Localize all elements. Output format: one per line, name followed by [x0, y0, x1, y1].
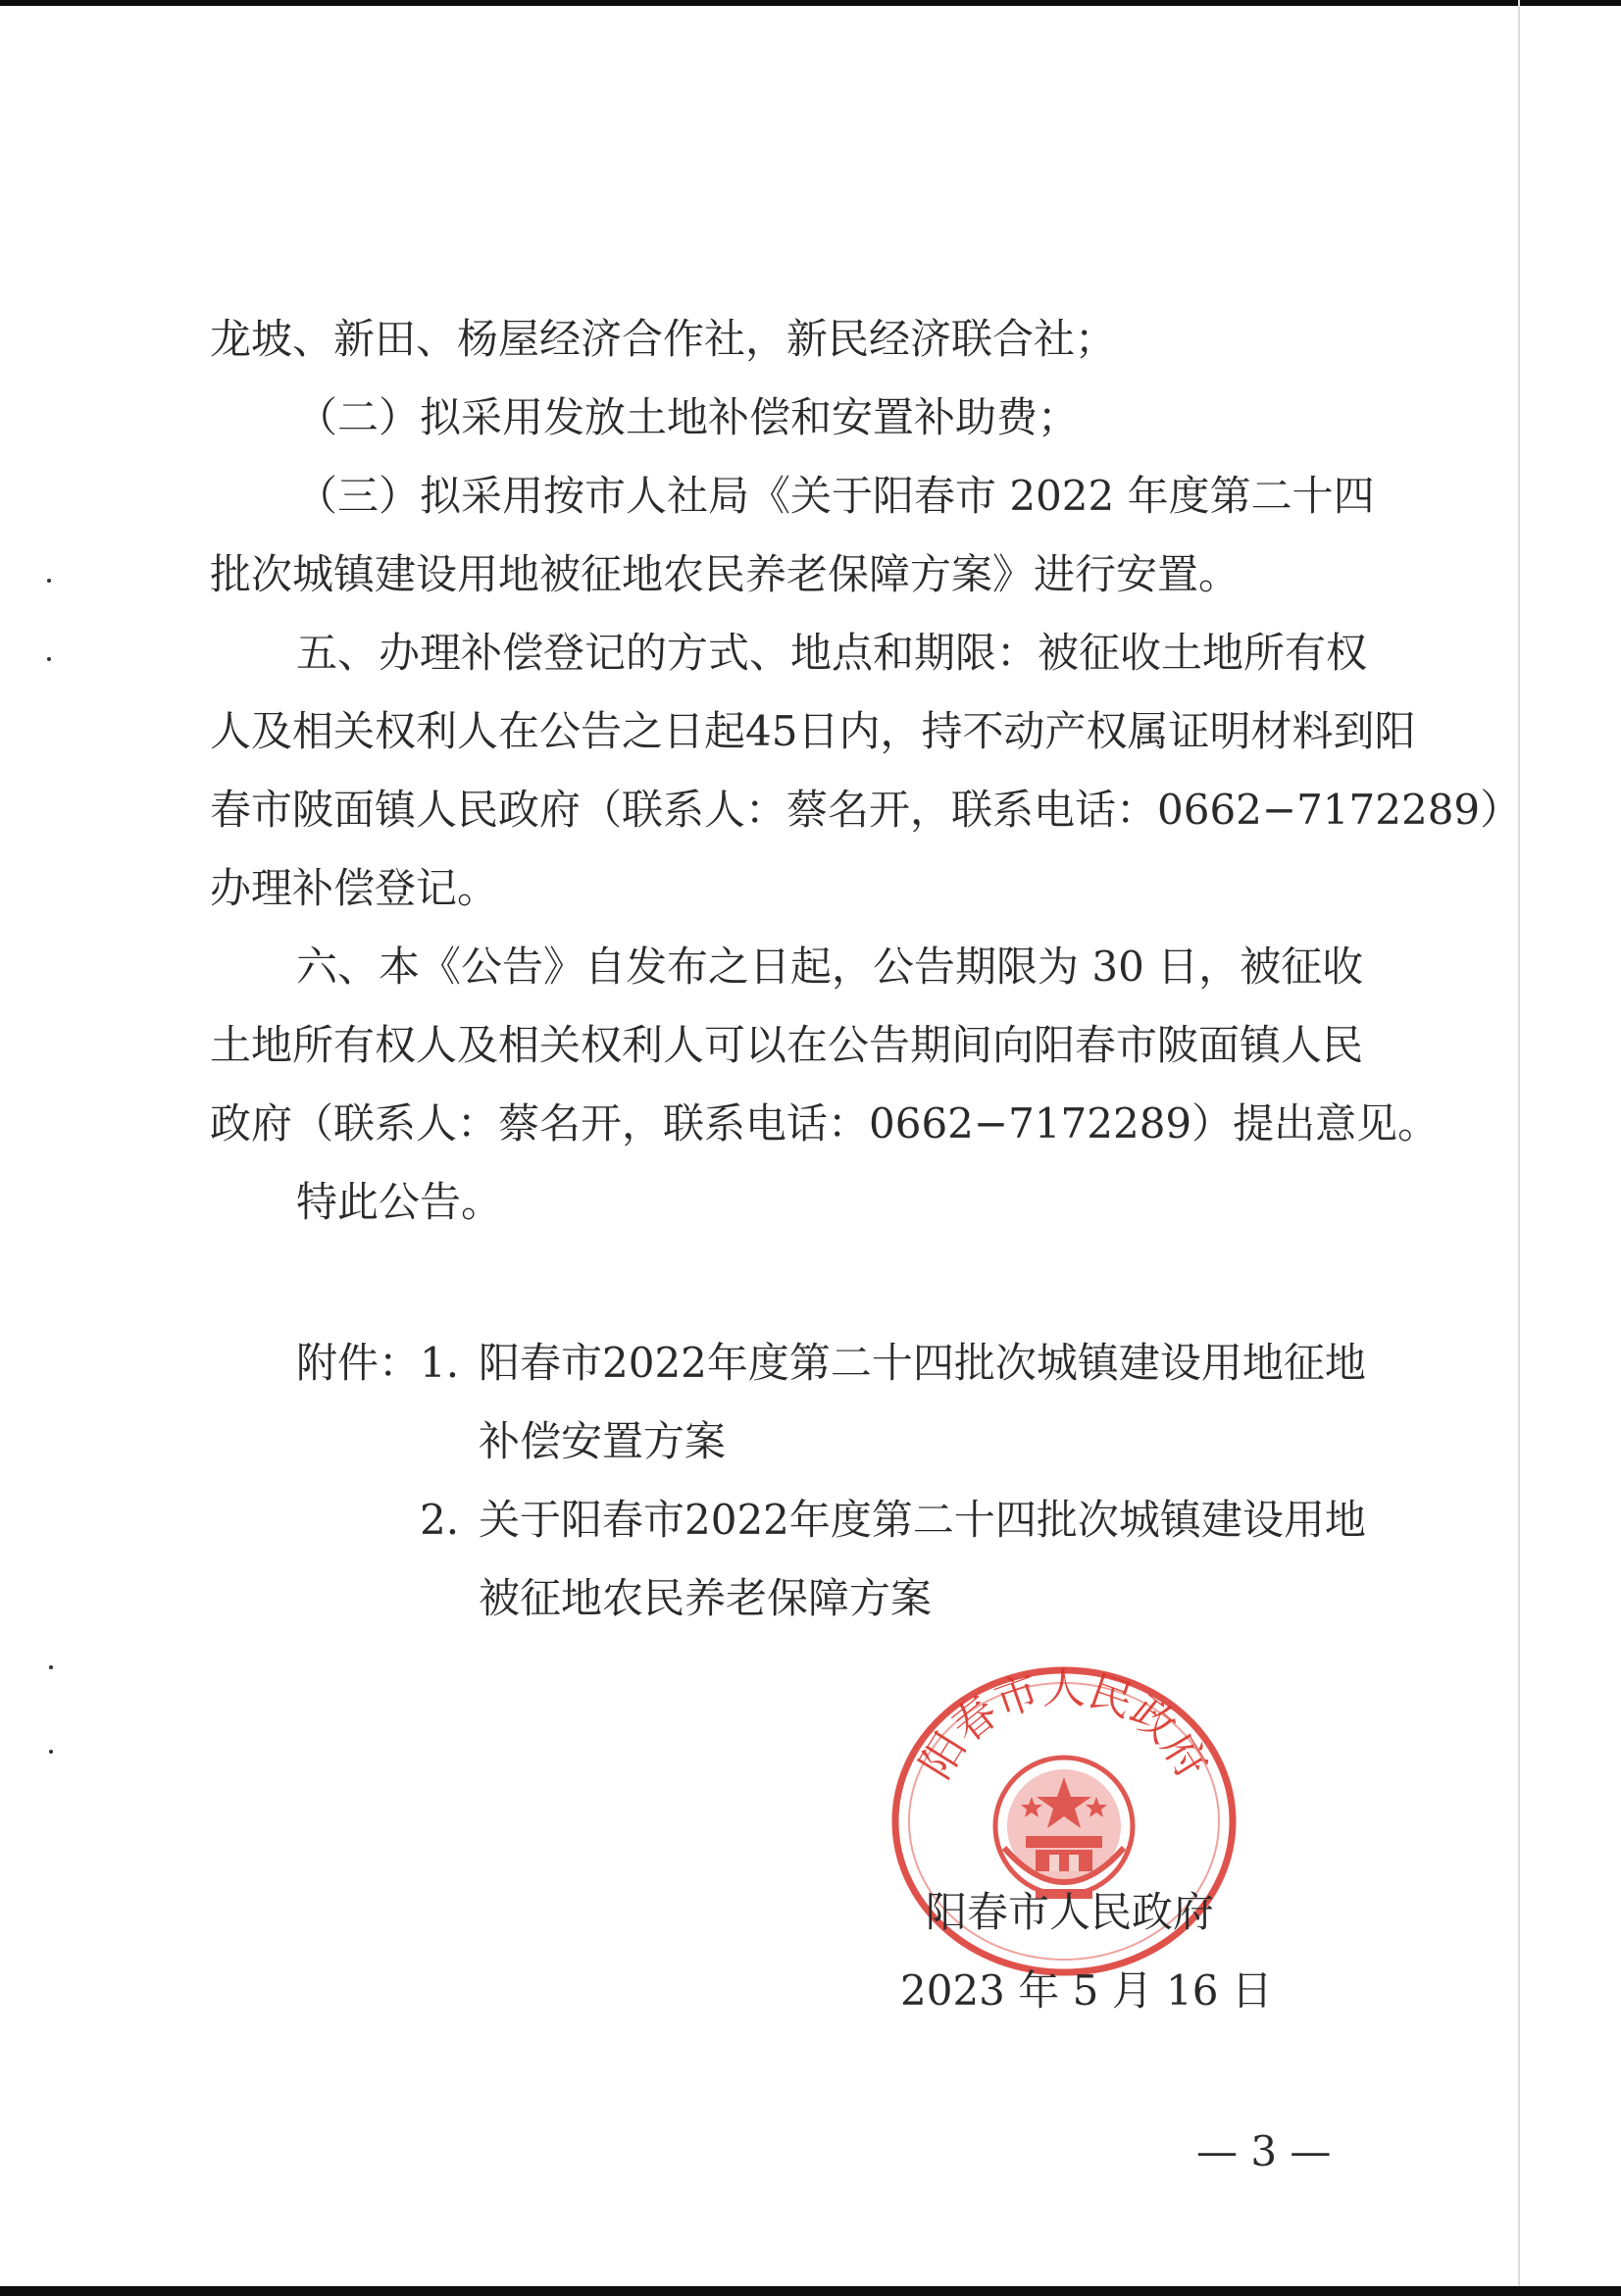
seal-text [911, 1663, 1217, 1787]
scan-speck [47, 657, 51, 661]
body-line: 批次城镇建设用地被征地农民养老保障方案》进行安置。 [210, 550, 1241, 598]
scan-border-right [1518, 0, 1520, 2296]
attachment-title: 阳春市2022年度第二十四批次城镇建设用地征地 [479, 1339, 1366, 1387]
attachment-number: 1. [420, 1339, 460, 1387]
attachment-title: 补偿安置方案 [479, 1417, 727, 1465]
page-number: — 3 — [1196, 2127, 1332, 2175]
national-emblem-icon [995, 1758, 1133, 1899]
attachment-title: 被征地农民养老保障方案 [479, 1574, 933, 1622]
body-line: （二）拟采用发放土地补偿和安置补助费； [296, 393, 1080, 441]
issue-date: 2023 年 5 月 16 日 [900, 1966, 1273, 2015]
scan-speck [47, 579, 51, 583]
issuer-name: 阳春市人民政府 [926, 1888, 1215, 1936]
body-line: 五、办理补偿登记的方式、地点和期限：被征收土地所有权 [296, 629, 1368, 677]
scan-speck [49, 1665, 53, 1669]
body-line: 春市陂面镇人民政府（联系人：蔡名开，联系电话：0662−7172289） [210, 786, 1522, 834]
attachment-title: 关于阳春市2022年度第二十四批次城镇建设用地 [479, 1496, 1366, 1544]
body-line: 龙坡、新田、杨屋经济合作社，新民经济联合社； [210, 315, 1117, 363]
scan-border-top [0, 0, 1621, 6]
body-line: 六、本《公告》自发布之日起，公告期限为 30 日，被征收 [296, 943, 1364, 991]
body-line: 土地所有权人及相关权利人可以在公告期间向阳春市陂面镇人民 [210, 1021, 1364, 1069]
attachment-number: 2. [420, 1496, 460, 1544]
scan-speck [49, 1750, 53, 1754]
body-line: （三）拟采用按市人社局《关于阳春市 2022 年度第二十四 [296, 472, 1375, 520]
body-line: 特此公告。 [296, 1178, 503, 1226]
scan-border-bottom [0, 2286, 1621, 2296]
body-line: 人及相关权利人在公告之日起45日内，持不动产权属证明材料到阳 [210, 707, 1416, 755]
seal-text-path: 阳春市人民政府 [910, 1663, 1218, 1788]
body-line: 政府（联系人：蔡名开，联系电话：0662−7172289）提出意见。 [210, 1099, 1440, 1148]
body-line: 办理补偿登记。 [210, 864, 499, 912]
attachments-label: 附件： [296, 1339, 421, 1387]
